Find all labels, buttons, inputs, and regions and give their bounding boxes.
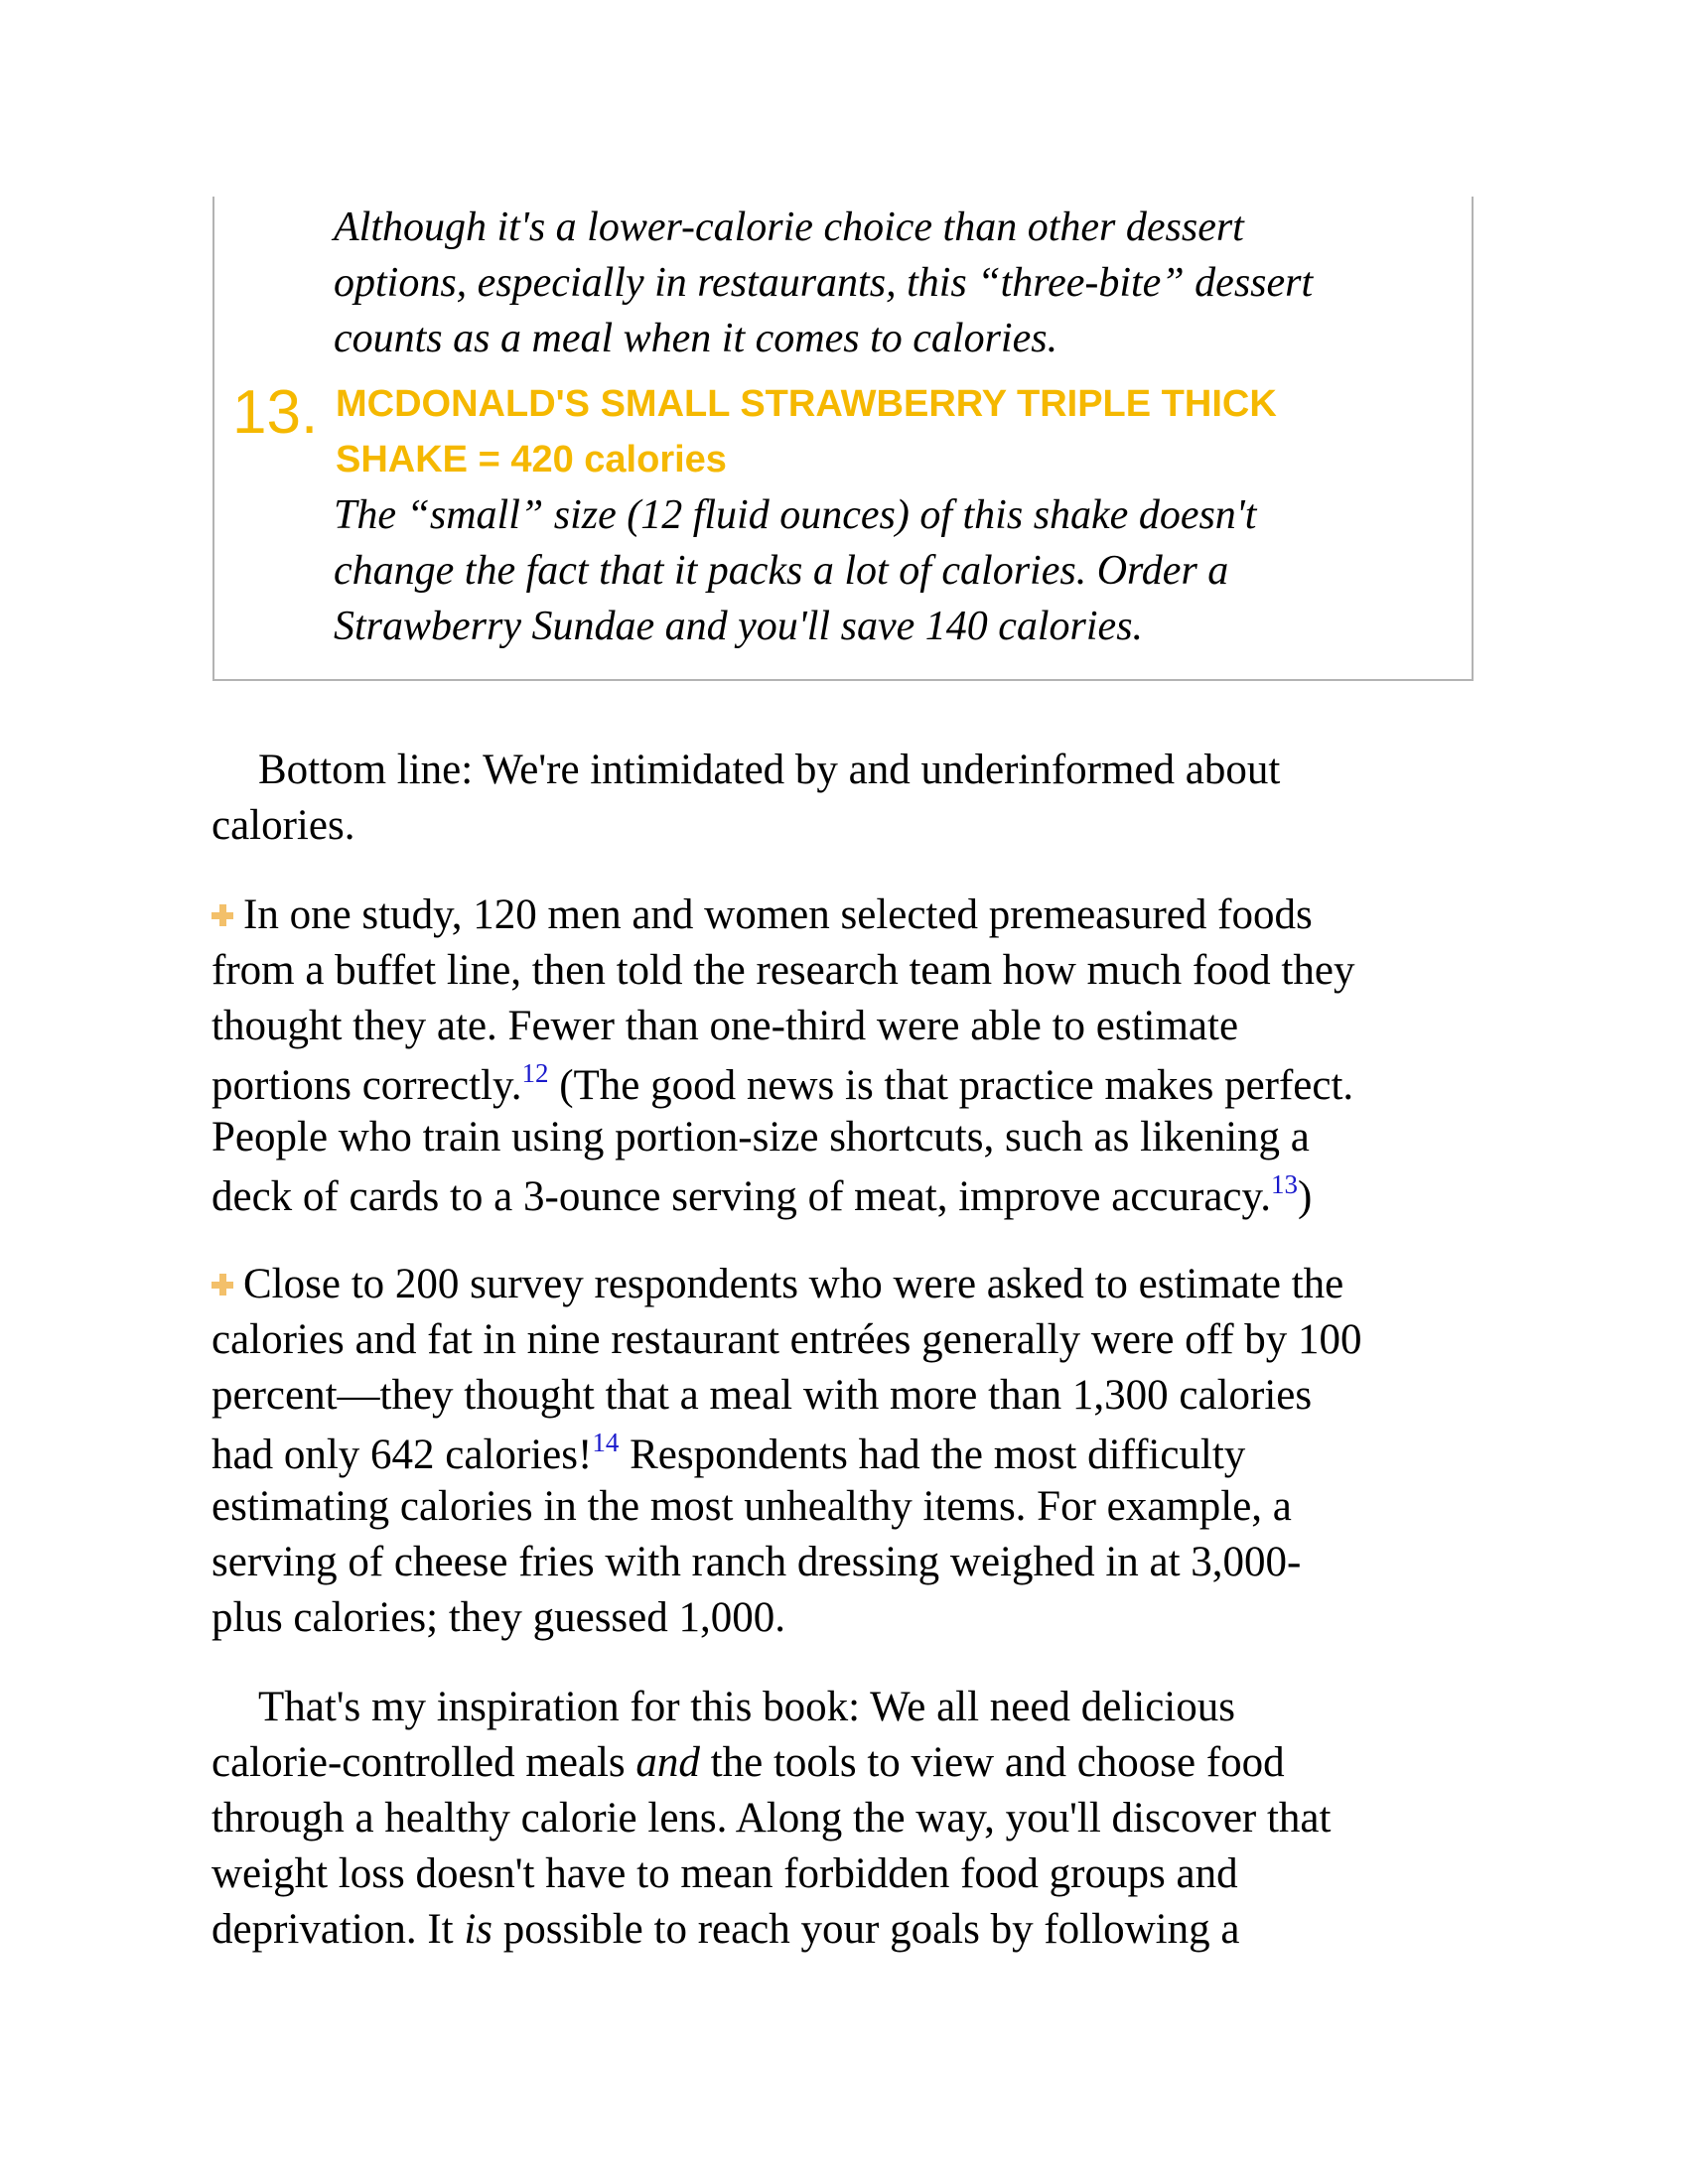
paragraph-line: Bottom line: We're intimidated by and underinformed about — [258, 747, 1281, 793]
bullet-item-line: In one study, 120 men and women selected premeasured foods — [211, 893, 1313, 936]
bullet-item-line: Close to 200 survey respondents who were asked to estimate the — [211, 1263, 1343, 1305]
item-number: 13. — [232, 378, 319, 447]
paragraph-line: calorie-controlled meals and the tools to view and choose food — [211, 1739, 1285, 1786]
plus-bullet-icon — [211, 904, 233, 926]
paragraph-line: deprivation. It is possible to reach your goals by following a — [211, 1906, 1240, 1953]
bullet-item-line: deck of cards to a 3-ounce serving of meat, improve accuracy.$^{13}$) — [211, 1169, 1313, 1220]
bullet-item-line: thought they ate. Fewer than one-third were able to estimate — [211, 1003, 1239, 1049]
item-heading: MCDONALD'S SMALL STRAWBERRY TRIPLE THICK — [336, 383, 1277, 425]
paragraph-line: weight loss doesn't have to mean forbidden food groups and — [211, 1850, 1238, 1897]
plus-bullet-icon — [211, 1274, 233, 1296]
paragraph-line: through a healthy calorie lens. Along the way, you'll discover that — [211, 1795, 1332, 1842]
footnote-link-12[interactable]: 12 — [521, 1058, 549, 1088]
bullet-item-line: estimating calories in the most unhealthy items. For example, a — [211, 1483, 1292, 1530]
item-heading: SHAKE = 420 calories — [336, 439, 727, 480]
paragraph-line: That's my inspiration for this book: We all need delicious — [258, 1684, 1235, 1730]
bullet-item-line: portions correctly.$^{12}$ (The good news is that practice makes perfect. — [211, 1058, 1354, 1109]
item-description-line: change the fact that it packs a lot of calories. Order a — [334, 548, 1229, 594]
paragraph-line: calories. — [211, 802, 355, 849]
item-description-line: Strawberry Sundae and you'll save 140 calories. — [334, 604, 1144, 649]
sidebar-intro-line: options, especially in restaurants, this “three-bite” dessert — [334, 260, 1314, 306]
bullet-item-line: calories and fat in nine restaurant entrées generally were off by 100 — [211, 1316, 1362, 1363]
sidebar-intro-line: counts as a meal when it comes to calories. — [334, 316, 1058, 361]
footnote-link-14[interactable]: 14 — [592, 1428, 620, 1457]
bullet-item-line: serving of cheese fries with ranch dressing weighed in at 3,000- — [211, 1539, 1302, 1585]
bullet-item-line: People who train using portion-size shortcuts, such as likening a — [211, 1114, 1310, 1160]
footnote-link-13[interactable]: 13 — [1270, 1169, 1298, 1199]
bullet-item-line: from a buffet line, then told the research team how much food they — [211, 947, 1355, 994]
sidebar-intro-line: Although it's a lower-calorie choice than other dessert — [334, 205, 1244, 250]
bullet-item-line: had only 642 calories!$^{14}$ Respondents had the most difficulty — [211, 1428, 1246, 1478]
bullet-item-line: plus calories; they guessed 1,000. — [211, 1594, 786, 1641]
bullet-item-line: percent—they thought that a meal with more than 1,300 calories — [211, 1372, 1313, 1419]
item-description-line: The “small” size (12 fluid ounces) of this shake doesn't — [334, 492, 1257, 538]
